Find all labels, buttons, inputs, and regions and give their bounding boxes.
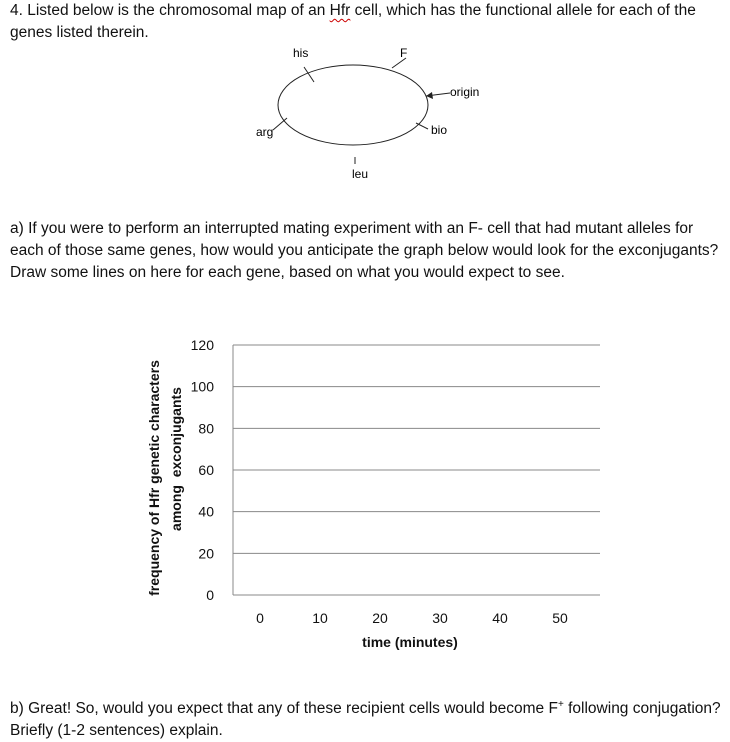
gene-label-f: F <box>400 46 408 60</box>
bio-marker <box>416 123 428 129</box>
gene-label-arg: arg <box>256 125 274 139</box>
y-tick-label: 40 <box>198 503 214 520</box>
question-b <box>10 694 722 742</box>
question-b-text-after: following conjugation? Briefly (1-2 sentences) explain. <box>10 700 721 740</box>
gene-label-bio: bio <box>431 123 448 137</box>
gene-label-his: his <box>293 46 309 60</box>
question-text-after: cell, which has the functional allele for each of the genes listed therein. <box>10 2 696 41</box>
y-axis-label-line2: among exconjugants <box>168 387 184 531</box>
x-tick-label: 30 <box>432 610 448 626</box>
question-number: 4. <box>10 2 23 19</box>
x-axis-label: time (minutes) <box>362 634 458 650</box>
question-a: a) If you were to perform an interrupted mating experiment with an F- cell that had mutant alleles for each of those same genes, how would you anticipate the graph below would look for the exconjugants? Draw some lines on here for each gene, based on what you would expect to see. <box>10 220 719 281</box>
y-gridlines <box>233 345 600 595</box>
y-tick-label: 100 <box>190 378 214 395</box>
question-4 <box>10 0 722 44</box>
y-tick-labels <box>191 337 215 603</box>
question-b-text-before: b) Great! So, would you expect that any of these recipient cells would become F <box>10 700 558 718</box>
gene-label-origin: origin <box>450 85 480 99</box>
x-tick-label: 20 <box>372 610 388 626</box>
x-tick-label: 50 <box>552 610 568 626</box>
f-plus-superscript: + <box>557 699 564 710</box>
hfr-term: Hfr <box>329 2 351 19</box>
chromosomal-map <box>240 40 540 190</box>
question-text-before: Listed below is the chromosomal map of an <box>22 2 330 19</box>
x-tick-label: 10 <box>312 610 328 626</box>
y-tick-label: 60 <box>198 462 214 478</box>
gene-label-leu: leu <box>352 167 369 181</box>
y-tick-label: 0 <box>206 587 214 603</box>
y-tick-label: 120 <box>190 337 214 353</box>
arg-marker <box>273 118 287 130</box>
y-tick-label: 20 <box>198 545 214 562</box>
frequency-chart <box>140 330 610 660</box>
x-tick-labels <box>256 610 568 626</box>
y-axis-label-line1: frequency of Hfr genetic characters <box>146 360 162 596</box>
chromosome-circle <box>278 65 428 145</box>
y-tick-label: 80 <box>198 420 214 437</box>
x-tick-label: 0 <box>256 610 264 626</box>
x-tick-label: 40 <box>492 610 508 626</box>
